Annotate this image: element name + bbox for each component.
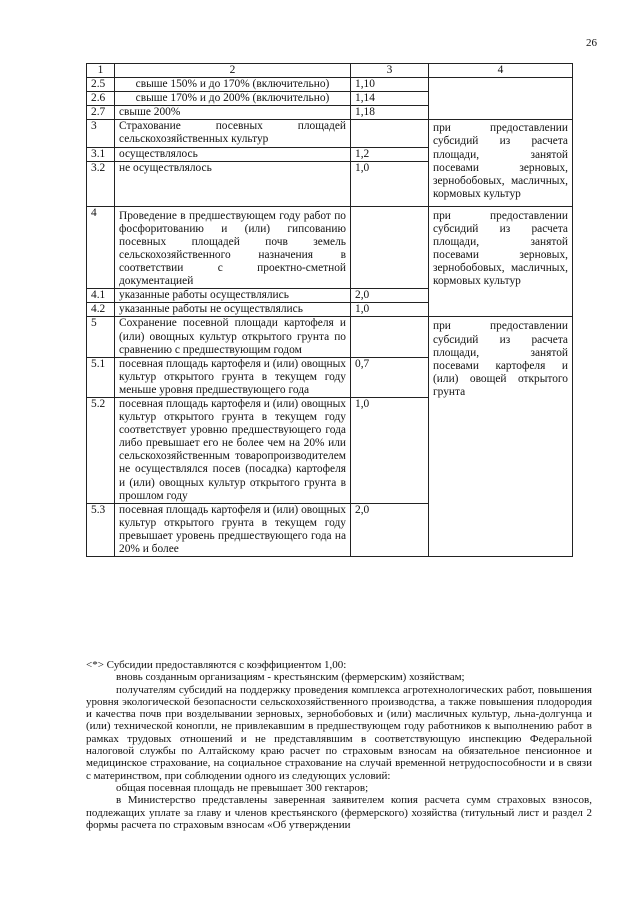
row-text: указанные работы не осуществлялись (115, 303, 351, 317)
page-number: 26 (586, 37, 597, 49)
row-coefficient: 1,0 (351, 303, 429, 317)
footnote-paragraph: получателям субсидий на поддержку проведения комплекса агротехнологических работ, повышения уровня экологической безопасности сельскохозяйственного производства, а также повышения плодородия и качества почв при возделывании зерновых, зернобобовых и (или) масличных культур, льна-долгунца и (или) технической конопли, не привлекавшим в предшествующем году работников к выполнению работ в рамках трудовых отношений и не представлявшим в соответствующую инспекцию Федеральной налоговой службы по Алтайскому краю расчет по страховым взносам на обязательное пенсионное и медицинское страхование, на социальное страхование на случай временной нетрудоспособности и в связи с материнством, при соблюдении одного из следующих условий: (86, 683, 592, 782)
row-coefficient: 1,18 (351, 106, 429, 120)
row-number: 2.5 (87, 78, 115, 92)
row-note (429, 78, 573, 120)
row-text: посевная площадь картофеля и (или) овощных культур открытого грунта в текущем году превышает уровень предшествующего года на 20% и более (115, 503, 351, 556)
header-cell: 3 (351, 64, 429, 78)
row-text: Проведение в предшествующем году работ по фосфоритованию и (или) гипсованию посевных площадей почв земель сельскохозяйственного назначения в соответствии с проектно-сметной документацией (115, 206, 351, 289)
row-coefficient: 2,0 (351, 503, 429, 556)
row-coefficient (351, 206, 429, 289)
footnote-heading: <*> Субсидии предоставляются с коэффициентом 1,00: (86, 659, 347, 671)
row-number: 3.2 (87, 161, 115, 206)
row-text: Сохранение посевной площади картофеля и (или) овощных культур открытого грунта по сравнению с предшествующим годом (115, 317, 351, 357)
table-row (87, 78, 573, 92)
row-number: 3.1 (87, 147, 115, 161)
row-number: 2.6 (87, 92, 115, 106)
row-coefficient: 1,10 (351, 78, 429, 92)
row-number: 5.2 (87, 397, 115, 503)
table-row (87, 317, 573, 357)
header-cell: 1 (87, 64, 115, 78)
row-number: 5.1 (87, 357, 115, 397)
row-note: при предоставлении субсидий из расчета площади, занятой посевами картофеля и (или) овощей открытого грунта (429, 317, 573, 557)
row-text: не осуществлялось (115, 161, 351, 206)
header-cell: 4 (429, 64, 573, 78)
row-text: свыше 150% и до 170% (включительно) (115, 78, 351, 92)
row-note: при предоставлении субсидий из расчета площади, занятой посевами зерновых, зернобобовых, масличных, кормовых культур (429, 120, 573, 206)
row-text: осуществлялось (115, 147, 351, 161)
footnote-section (86, 659, 592, 831)
row-coefficient: 1,0 (351, 397, 429, 503)
row-number: 3 (87, 120, 115, 147)
row-text: указанные работы осуществлялись (115, 289, 351, 303)
row-note: при предоставлении субсидий из расчета площади, занятой посевами зерновых, зернобобовых, масличных, кормовых культур (429, 206, 573, 317)
row-coefficient: 1,14 (351, 92, 429, 106)
coefficient-table (86, 63, 573, 557)
row-coefficient: 0,7 (351, 357, 429, 397)
table-header-row (87, 64, 573, 78)
table-row (87, 206, 573, 289)
table-row (87, 120, 573, 147)
row-text: свыше 170% и до 200% (включительно) (115, 92, 351, 106)
row-number: 5 (87, 317, 115, 357)
row-text: свыше 200% (115, 106, 351, 120)
footnote-paragraph: в Министерство представлены заверенная заявителем копия расчета сумм страховых взносов, подлежащих уплате за главу и членов крестьянского (фермерского) хозяйства (титульный лист и раздел 2 формы расчета по страховым взносам «Об утверждении (86, 794, 592, 831)
row-coefficient: 1,0 (351, 161, 429, 206)
row-number: 2.7 (87, 106, 115, 120)
row-number: 5.3 (87, 503, 115, 556)
row-coefficient (351, 120, 429, 147)
row-coefficient (351, 317, 429, 357)
row-text: посевная площадь картофеля и (или) овощных культур открытого грунта в текущем году соответствует уровню предшествующего года либо превышает его не более чем на 20% или сельскохозяйственным товаропроизводителем не осуществлялся посев (посадка) картофеля и (или) овощных культур открытого грунта в прошлом году (115, 397, 351, 503)
row-number: 4.1 (87, 289, 115, 303)
row-text: посевная площадь картофеля и (или) овощных культур открытого грунта в текущем году меньше уровня предшествующего года (115, 357, 351, 397)
row-number: 4 (87, 206, 115, 289)
footnote-paragraph: вновь созданным организациям - крестьянским (фермерским) хозяйствам; (116, 671, 465, 684)
header-cell: 2 (115, 64, 351, 78)
footnote-paragraph: общая посевная площадь не превышает 300 гектаров; (116, 781, 369, 794)
row-text: Страхование посевных площадей сельскохозяйственных культур (115, 120, 351, 147)
row-coefficient: 2,0 (351, 289, 429, 303)
row-number: 4.2 (87, 303, 115, 317)
row-coefficient: 1,2 (351, 147, 429, 161)
